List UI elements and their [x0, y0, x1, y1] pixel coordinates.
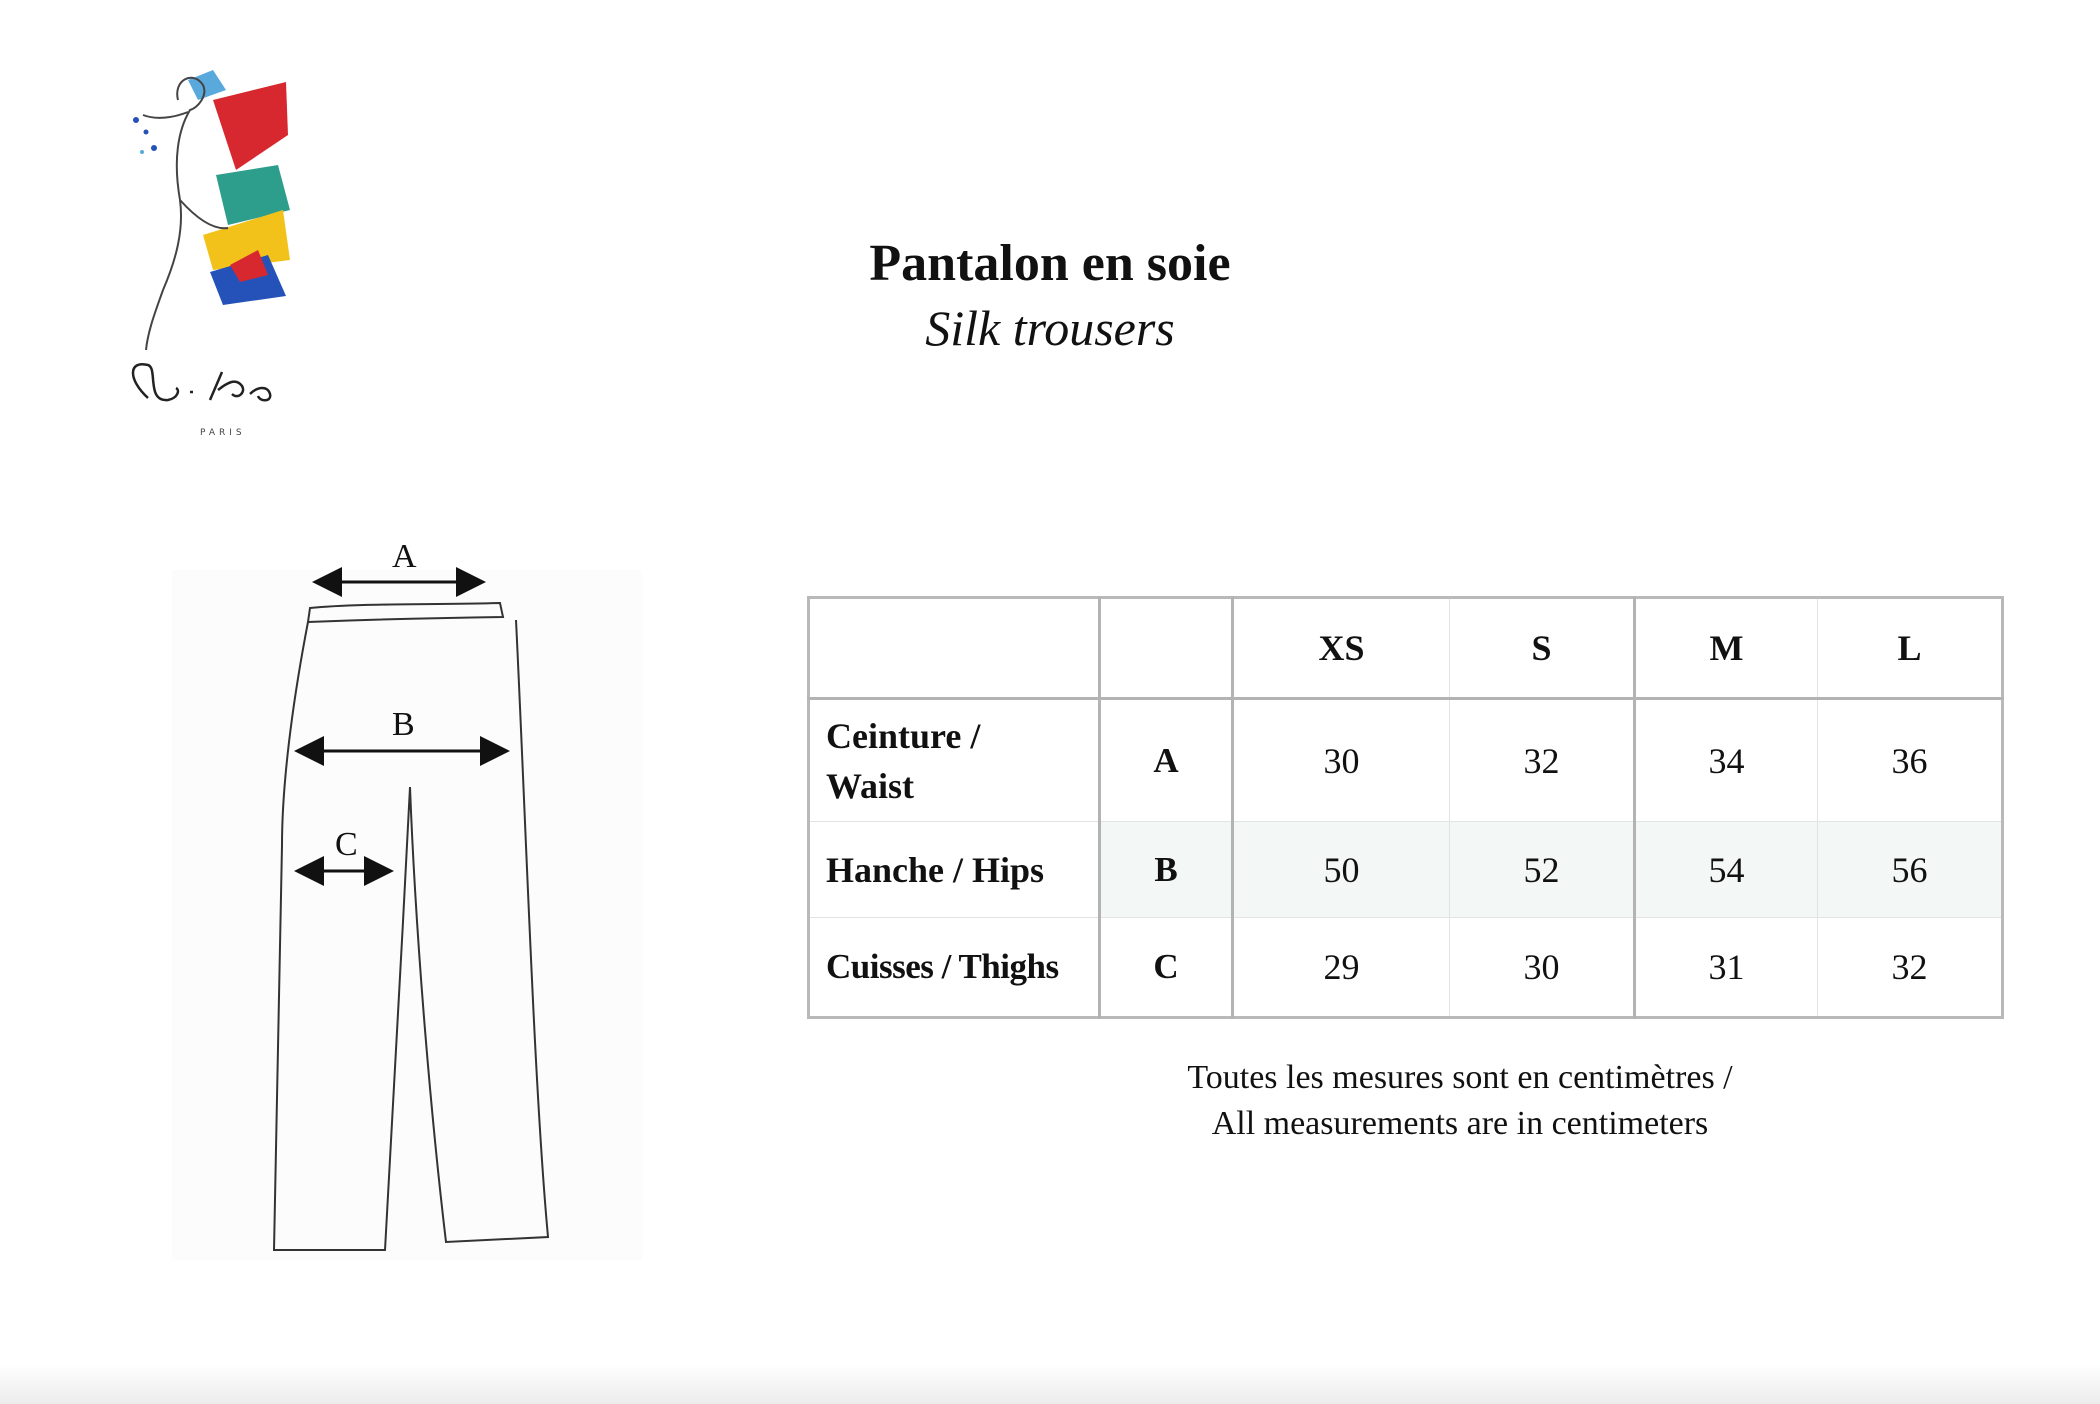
table-row — [809, 699, 2003, 822]
value-cell: 54 — [1635, 822, 1818, 918]
trousers-diagram — [170, 525, 650, 1275]
value-cell: 29 — [1233, 918, 1450, 1018]
logo-light-blue-shape — [188, 70, 226, 100]
row-label-thighs: Cuisses / Thighs — [809, 918, 1100, 1018]
page-subtitle: Silk trousers — [925, 300, 1175, 356]
value-cell: 56 — [1818, 822, 2003, 918]
measure-label-b: B — [392, 706, 415, 743]
row-label-waist — [809, 699, 1100, 822]
row-label-line: Waist — [826, 765, 915, 806]
size-header-l: L — [1818, 598, 2003, 699]
size-header-s: S — [1450, 598, 1635, 699]
size-header-xs: XS — [1233, 598, 1450, 699]
row-code: C — [1100, 918, 1233, 1018]
title-block — [750, 232, 1350, 360]
value-cell: 30 — [1233, 699, 1450, 822]
header-empty-cell — [1100, 598, 1233, 699]
page-bottom-shade — [0, 1364, 2100, 1404]
size-table — [807, 596, 2004, 1019]
value-cell: 34 — [1635, 699, 1818, 822]
logo-figure-drawing — [143, 78, 228, 350]
note-line-english: All measurements are in centimeters — [1211, 1105, 1709, 1142]
diagram-background — [172, 570, 642, 1260]
row-label-hips: Hanche / Hips — [809, 822, 1100, 918]
header-empty-cell — [809, 598, 1100, 699]
value-cell: 50 — [1233, 822, 1450, 918]
measure-label-a: A — [392, 538, 417, 575]
row-code: B — [1100, 822, 1233, 918]
measure-label-c: C — [335, 826, 358, 863]
brand-logo — [118, 60, 458, 460]
table-row — [809, 822, 2003, 918]
row-code: A — [1100, 699, 1233, 822]
value-cell: 31 — [1635, 918, 1818, 1018]
value-cell: 32 — [1818, 918, 2003, 1018]
logo-city: PARIS — [200, 428, 246, 438]
row-label-line: Ceinture / — [826, 715, 981, 756]
note-line-french: Toutes les mesures sont en centimètres / — [1187, 1059, 1733, 1096]
value-cell: 30 — [1450, 918, 1635, 1018]
measurement-note — [1090, 1055, 1830, 1147]
value-cell: 36 — [1818, 699, 2003, 822]
value-cell: 52 — [1450, 822, 1635, 918]
logo-signature — [133, 364, 270, 400]
table-header-row — [809, 598, 2003, 699]
value-cell: 32 — [1450, 699, 1635, 822]
page-title: Pantalon en soie — [869, 235, 1231, 292]
size-header-m: M — [1635, 598, 1818, 699]
table-row — [809, 918, 2003, 1018]
logo-red-shape — [213, 82, 288, 170]
